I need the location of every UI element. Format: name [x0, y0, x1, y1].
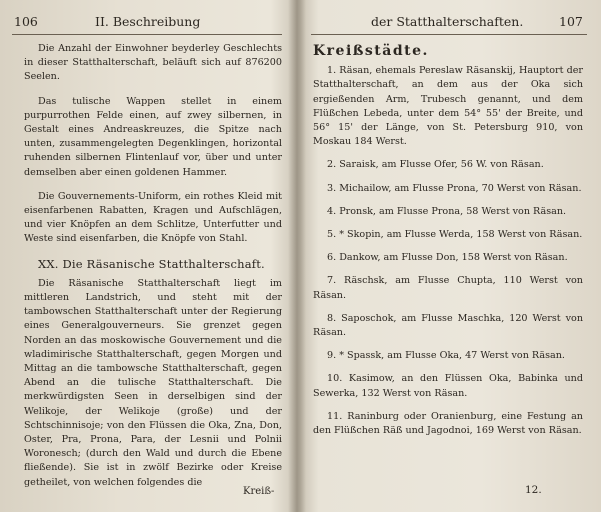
right-header-title: der Statthalterschaften. [371, 14, 524, 29]
list-item: 9. * Spassk, am Flusse Oka, 47 Werst von Räsan. [327, 350, 565, 362]
catchword: Kreiß- [243, 486, 275, 497]
list-item: 4. Pronsk, am Flusse Prona, 58 Werst von Räsan. [327, 205, 567, 217]
right-page-number: 107 [559, 14, 583, 29]
list-item: 6. Dankow, am Flusse Don, 158 Werst von Räsan. [327, 252, 568, 264]
left-page [0, 0, 290, 512]
left-header-title: II. Beschreibung [95, 14, 201, 29]
right-body [313, 44, 583, 447]
list-item: 1. Räsan, ehemals Pereslaw Räsanskij, Hauptort der Statthalterschaft, an dem aus der Oka sich ergießenden Arm, Trubesch genannt, und dem Flüßchen Lebeda, unter dem 54° 55' der Breite, und 56° 15' der Länge, von St. Petersburg 910, von Moskau 184 Werst. [313, 65, 583, 148]
section-paragraph: Die Räsanische Statthalterschaft liegt im mittleren Landstrich, und steht mit der tambowschen Statthalterschaft unter der Regierung eines Generalgouverneurs. Sie grenzet gegen Norden an das moskowische Gouvernement und die wladimirische Statthalterschaft, gegen Morgen und Mittag an die tambowsche Statthalterschaft, gegen Abend an die tulische Statthalterschaft. Die merkwürdigsten Seen in derselbigen sind der Welikoje, der Welikoje (große) und der Schtschinnisoje; von den Flüssen die Oka, Zna, Don, Oster, Pra, Prona, Para, der Lesnii und Polnii Woronesch; (durch den Wald und durch die Ebene fließende). Sie ist in zwölf Bezirke oder Kreise getheilet, von welchen folgendes die [24, 277, 282, 488]
list-item: 11. Raninburg oder Oranienburg, eine Festung an den Flüßchen Räß und Jagodnoi, 169 Werst von Räsan. [313, 410, 583, 437]
list-item: 3. Michailow, am Flusse Prona, 70 Werst von Räsan. [327, 182, 582, 194]
signature-mark: 12. [525, 484, 542, 496]
list-item: 10. Kasimow, an den Flüssen Oka, Babinka und Sewerka, 132 Werst von Räsan. [313, 373, 583, 399]
paragraph-uniform: Die Gouvernements-Uniform, ein rothes Kleid mit eisenfarbenen Rabatten, Kragen und Aufschlägen, und vier Knöpfen an dem Schlitze, Unterfutter und Weste sind eisenfarben, die Knöpfe von Stahl. [24, 190, 282, 245]
list-item: 2. Saraisk, am Flusse Ofer, 56 W. von Räsan. [327, 159, 544, 171]
right-header-rule [311, 34, 587, 35]
paragraph-population: Die Anzahl der Einwohner beyderley Geschlechts in dieser Statthalterschaft, beläuft sich auf 876200 Seelen. [24, 43, 282, 83]
list-item: 7. Räschsk, am Flusse Chupta, 110 Werst von Räsan. [313, 275, 583, 301]
section-heading: XX. Die Räsanische Statthalterschaft. [38, 256, 265, 271]
left-body [24, 42, 282, 490]
list-item: 5. * Skopin, am Flusse Werda, 158 Werst von Räsan. [327, 229, 583, 241]
list-title: Kreißstädte. [313, 43, 429, 59]
paragraph-coat-of-arms: Das tulische Wappen stellet in einem purpurrothen Felde einen, auf zwey silbernen, in Gestalt eines Andreaskreuzes, die Spitze nach unten, zusammengelegten Degenklingen, horizontal ruhenden silbernen Flintenlauf vor, über und unter demselben aber einen goldenen Hammer. [24, 95, 282, 178]
left-page-number: 106 [14, 14, 38, 29]
list-item: 8. Saposchok, am Flusse Maschka, 120 Werst von Räsan. [313, 312, 583, 339]
left-header-rule [12, 34, 282, 35]
right-page [303, 0, 601, 512]
